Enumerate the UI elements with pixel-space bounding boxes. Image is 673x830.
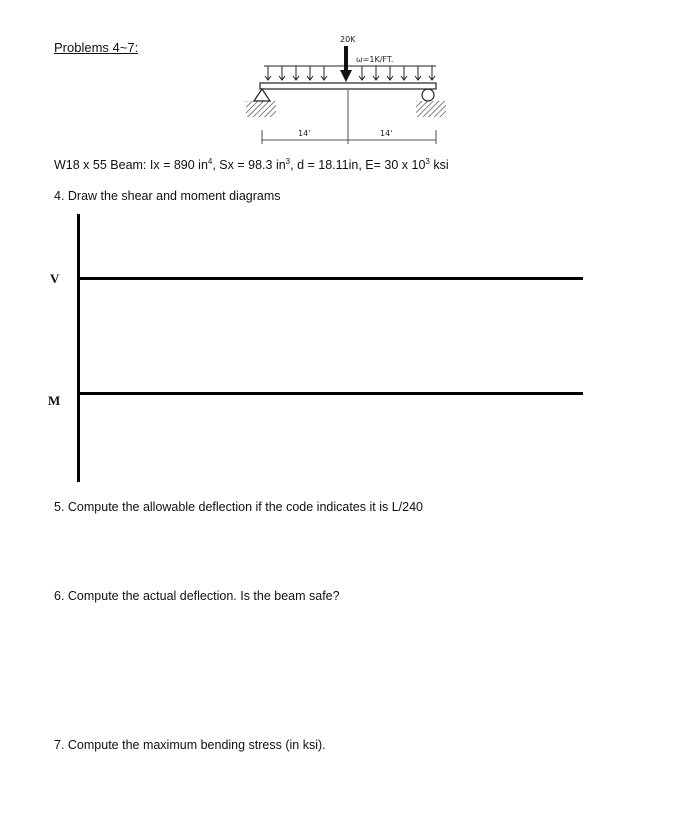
moment-label: M [48,393,61,408]
shear-label: V [50,271,60,286]
distributed-load-label: ω=1K/FT. [356,55,394,64]
beam-figure [240,28,455,148]
beam [260,83,436,89]
roller-support [422,89,434,101]
problems-title: Problems 4~7: [54,40,139,55]
pin-support [254,89,270,101]
question-5: 5. Compute the allowable deflection if the code indicates it is L/240 [54,500,423,514]
right-span-label: 14' [380,129,393,138]
shear-axis-line [80,277,583,280]
point-load-label: 20K [340,35,356,44]
diagram-vertical-axis [77,214,80,482]
moment-axis-line [80,392,583,395]
beam-properties: W18 x 55 Beam: Ix = 890 $in^4$, Sx = 98.3 $in^3$, d = 18.11in, E= 30 x $10^3$ ksi [54,156,449,172]
point-load-arrow [340,46,352,82]
question-4: 4. Draw the shear and moment diagrams [54,189,281,203]
question-6: 6. Compute the actual deflection. Is the beam safe? [54,589,340,603]
question-7: 7. Compute the maximum bending stress (in ksi). [54,738,326,752]
left-span-label: 14' [298,129,311,138]
